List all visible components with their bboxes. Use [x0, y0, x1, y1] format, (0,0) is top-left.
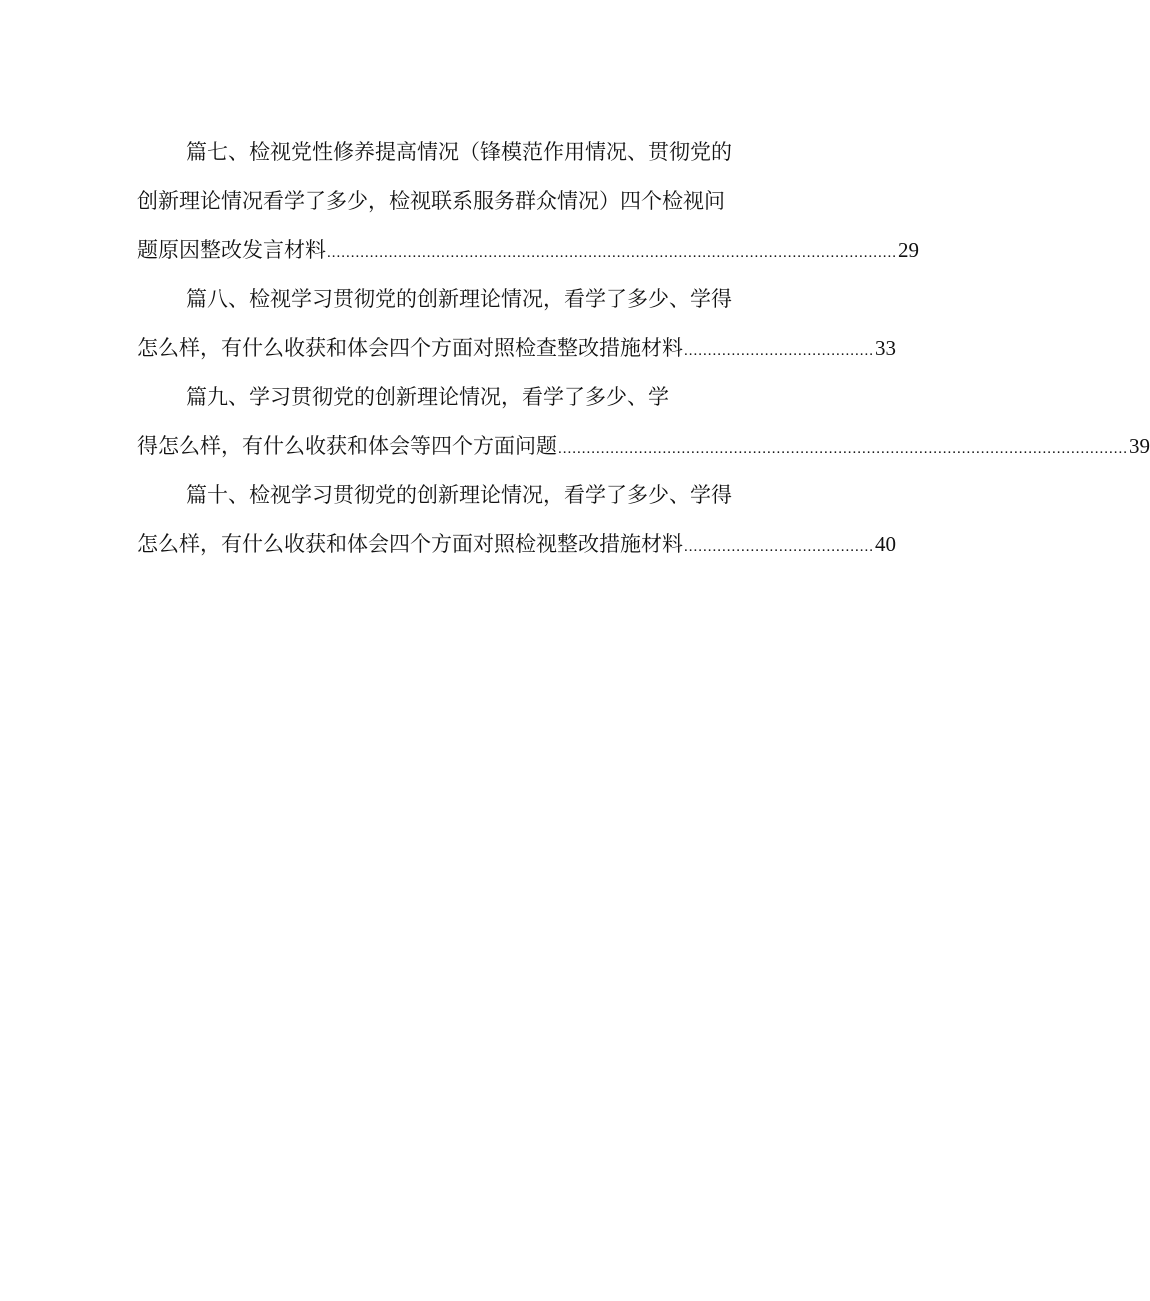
toc-entry-10-line-2[interactable]	[137, 520, 896, 569]
toc-entry-7-line-2[interactable]	[137, 177, 785, 226]
dot-leader: ........................................................................................................................	[558, 441, 1128, 457]
toc-page-number: 29	[898, 238, 919, 262]
toc-entry-7-line-1[interactable]	[137, 128, 785, 177]
toc-entry-text: 怎么样，有什么收获和体会四个方面对照检视整改措施材料	[137, 532, 683, 556]
dot-leader: ........................................	[684, 343, 874, 359]
dot-leader: ........................................	[684, 539, 874, 555]
toc-entry-8-line-1[interactable]	[137, 275, 785, 324]
toc-entry-text: 题原因整改发言材料	[137, 238, 326, 262]
toc-page-number: 33	[875, 336, 896, 360]
toc-entry-text: 得怎么样，有什么收获和体会等四个方面问题	[137, 434, 557, 458]
toc-entry-9-line-2[interactable]	[137, 422, 1150, 471]
toc-entry-text: 篇七、检视党性修养提高情况（锋模范作用情况、贯彻党的	[186, 140, 732, 164]
toc-entry-8-line-2[interactable]	[137, 324, 896, 373]
toc-entry-text: 篇八、检视学习贯彻党的创新理论情况，看学了多少、学得	[186, 287, 732, 311]
dot-leader: ........................................................................................................................	[327, 245, 897, 261]
toc-entry-7-line-3[interactable]	[137, 226, 919, 275]
toc-entry-10-line-1[interactable]	[137, 471, 785, 520]
toc-entry-text: 篇九、学习贯彻党的创新理论情况，看学了多少、学	[186, 385, 669, 409]
toc-page-number: 40	[875, 532, 896, 556]
toc-entry-text: 怎么样，有什么收获和体会四个方面对照检查整改措施材料	[137, 336, 683, 360]
toc-entry-9-line-1[interactable]	[137, 373, 785, 422]
toc-page-number: 39	[1129, 434, 1150, 458]
toc-entry-text: 创新理论情况看学了多少，检视联系服务群众情况）四个检视问	[137, 189, 725, 213]
toc-entry-text: 篇十、检视学习贯彻党的创新理论情况，看学了多少、学得	[186, 483, 732, 507]
table-of-contents	[137, 128, 1150, 569]
